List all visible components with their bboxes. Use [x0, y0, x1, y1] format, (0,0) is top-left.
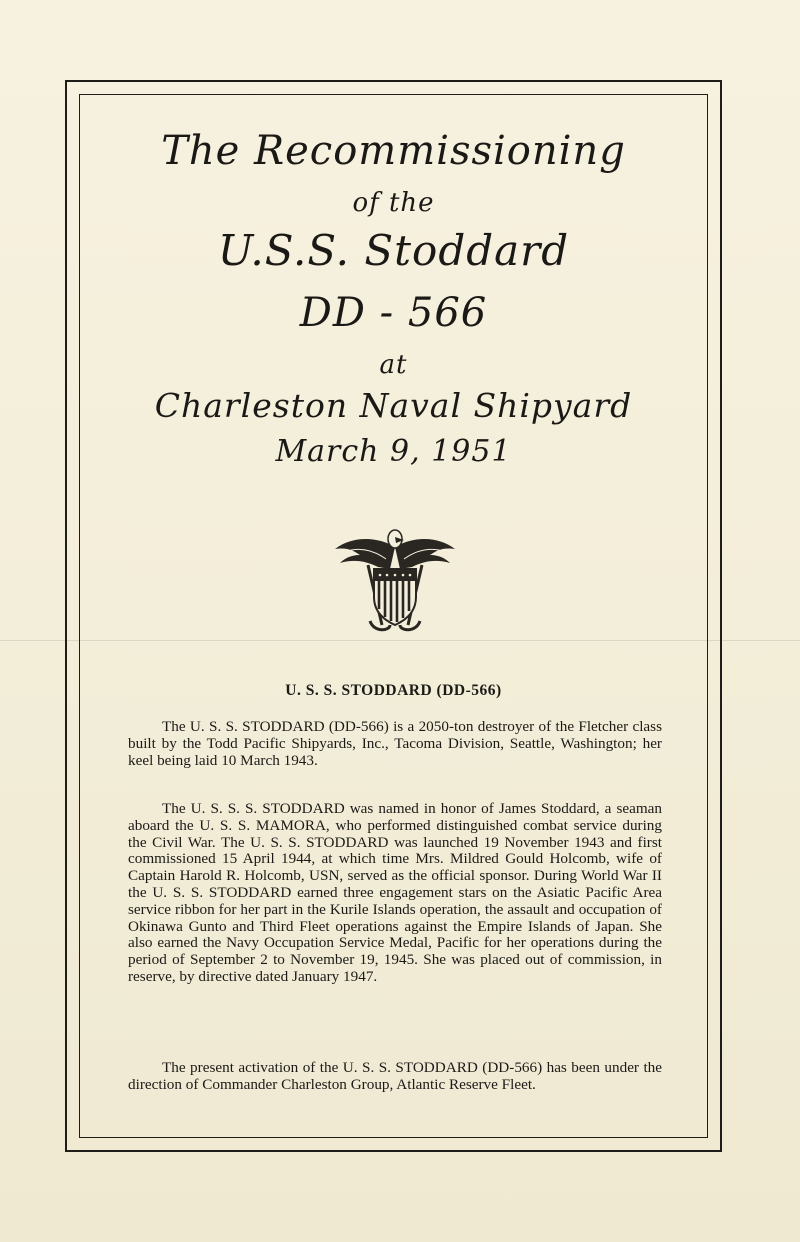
title-line-6: Charleston Naval Shipyard — [154, 386, 633, 425]
paragraph-3: The present activation of the U. S. S. STODDARD (DD-566) has been under the direction of Commander Charleston Group, Atlantic Reserve Fleet. — [128, 1059, 662, 1093]
title-line-4: DD - 566 — [299, 290, 488, 336]
title-line-2: of the — [352, 188, 435, 218]
title-line-7: March 9, 1951 — [275, 434, 512, 469]
navy-eagle-shield-seal-icon — [330, 525, 460, 635]
title-line-5: at — [379, 350, 408, 380]
title-line-3: U.S.S. Stoddard — [217, 226, 570, 275]
paragraph-1: The U. S. S. STODDARD (DD-566) is a 2050-ton destroyer of the Fletcher class built by the Todd Pacific Shipyards, Inc., Tacoma Division, Seattle, Washington; her keel being laid 10 March 1943. — [128, 718, 662, 769]
paragraph-2: The U. S. S. S. STODDARD was named in honor of James Stoddard, a seaman aboard the U. S. S. MAMORA, who performed distinguished combat service during the Civil War. The U. S. S. STODDARD was launched 19 November 1943 and first commissioned 15 April 1944, at which time Mrs. Mildred Gould Holcomb, wife of Captain Harold R. Holcomb, USN, served as the official sponsor. During World War II the U. S. S. STODDARD earned three engagement stars on the Asiatic Pacific Area service ribbon for her part in the Kurile Islands operation, the assault and occupation of Okinawa Gunto and Third Fleet operations against the Empire Islands of Japan. She also earned the Navy Occupation Service Medal, Pacific for her operations during the period of September 2 to November 19, 1945. She was placed out of commission, in reserve, by directive dated January 1947. — [128, 800, 662, 985]
title-line-1: The Recommissioning — [161, 128, 626, 174]
section-heading: U. S. S. STODDARD (DD-566) — [285, 682, 502, 699]
